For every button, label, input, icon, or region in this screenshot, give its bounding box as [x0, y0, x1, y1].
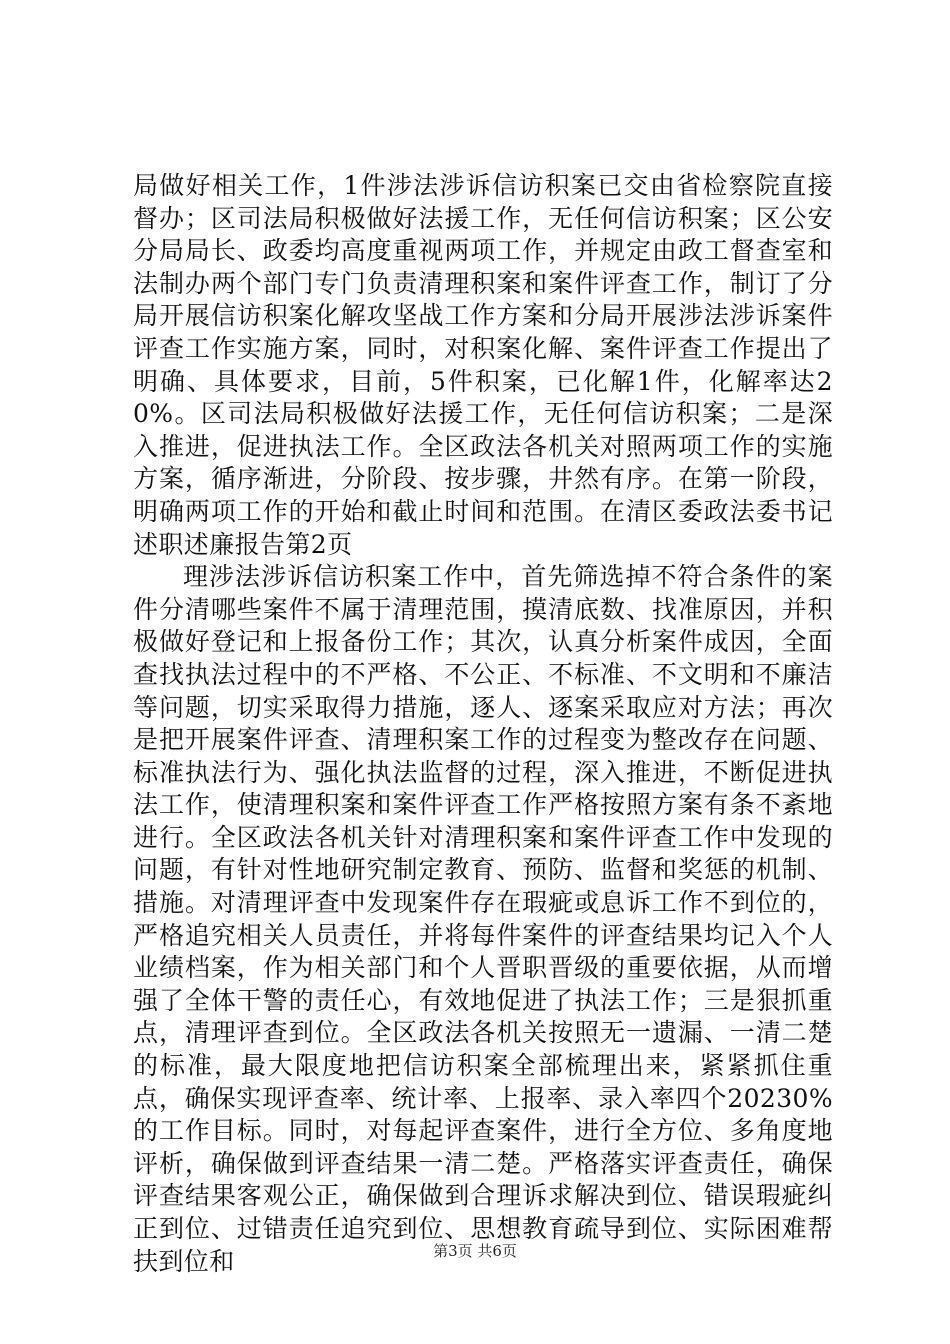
paragraph-2: 理涉法涉诉信访积案工作中，首先筛选掉不符合条件的案件分清哪些案件不属于清理范围，摸清底数、找准原因，并积极做好登记和上报备份工作；其次，认真分析案件成因，全面查找执法过程中的不严格、不公正、不标准、不文明和不廉洁等问题，切实采取得力措施，逐人、逐案采取应对方法；再次是把开展案件评查、清理积案工作的过程变为整改存在问题、标准执法行为、强化执法监督的过程，深入推进，不断促进执法工作，使清理积案和案件评查工作严格按照方案有条不紊地进行。全区政法各机关针对清理积案和案件评查工作中发现的问题，有针对性地研究制定教育、预防、监督和奖惩的机制、措施。对清理评查中发现案件存在瑕疵或息诉工作不到位的，严格追究相关人员责任，并将每件案件的评查结果均记入个人业绩档案，作为相关部门和个人晋职晋级的重要依据，从而增强了全体干警的责任心，有效地促进了执法工作；三是狠抓重点，清理评查到位。全区政法各机关按照无一遗漏、一清二楚的标准，最大限度地把信访积案全部梳理出来，紧紧抓住重点，确保实现评查率、统计率、上报率、录入率四个20230%的工作目标。同时，对每起评查案件，进行全方位、多角度地评析，确保做到评查结果一清二楚。严格落实评查责任，确保评查结果客观公正，确保做到合理诉求解决到位、错误瑕疵纠正到位、过错责任追究到位、思想教育疏导到位、实际困难帮扶到位和	[133, 562, 833, 1276]
page-footer: 第3页 共6页	[433, 1242, 517, 1260]
paragraph-1: 局做好相关工作，1件涉法涉诉信访积案已交由省检察院直接督办；区司法局积极做好法援工作，无任何信访积案；区公安分局局长、政委均高度重视两项工作，并规定由政工督查室和法制办两个部门专门负责清理积案和案件评查工作，制订了分局开展信访积案化解攻坚战工作方案和分局开展涉法涉诉案件评查工作实施方案，同时，对积案化解、案件评查工作提出了明确、具体要求，目前，5件积案，已化解1件，化解率达20%。区司法局积极做好法援工作，无任何信访积案；二是深入推进，促进执法工作。全区政法各机关对照两项工作的实施方案，循序渐进，分阶段、按步骤，井然有序。在第一阶段，明确两项工作的开始和截止时间和范围。在清区委政法委书记述职述廉报告第2页	[133, 171, 833, 559]
document-body	[133, 170, 833, 1278]
